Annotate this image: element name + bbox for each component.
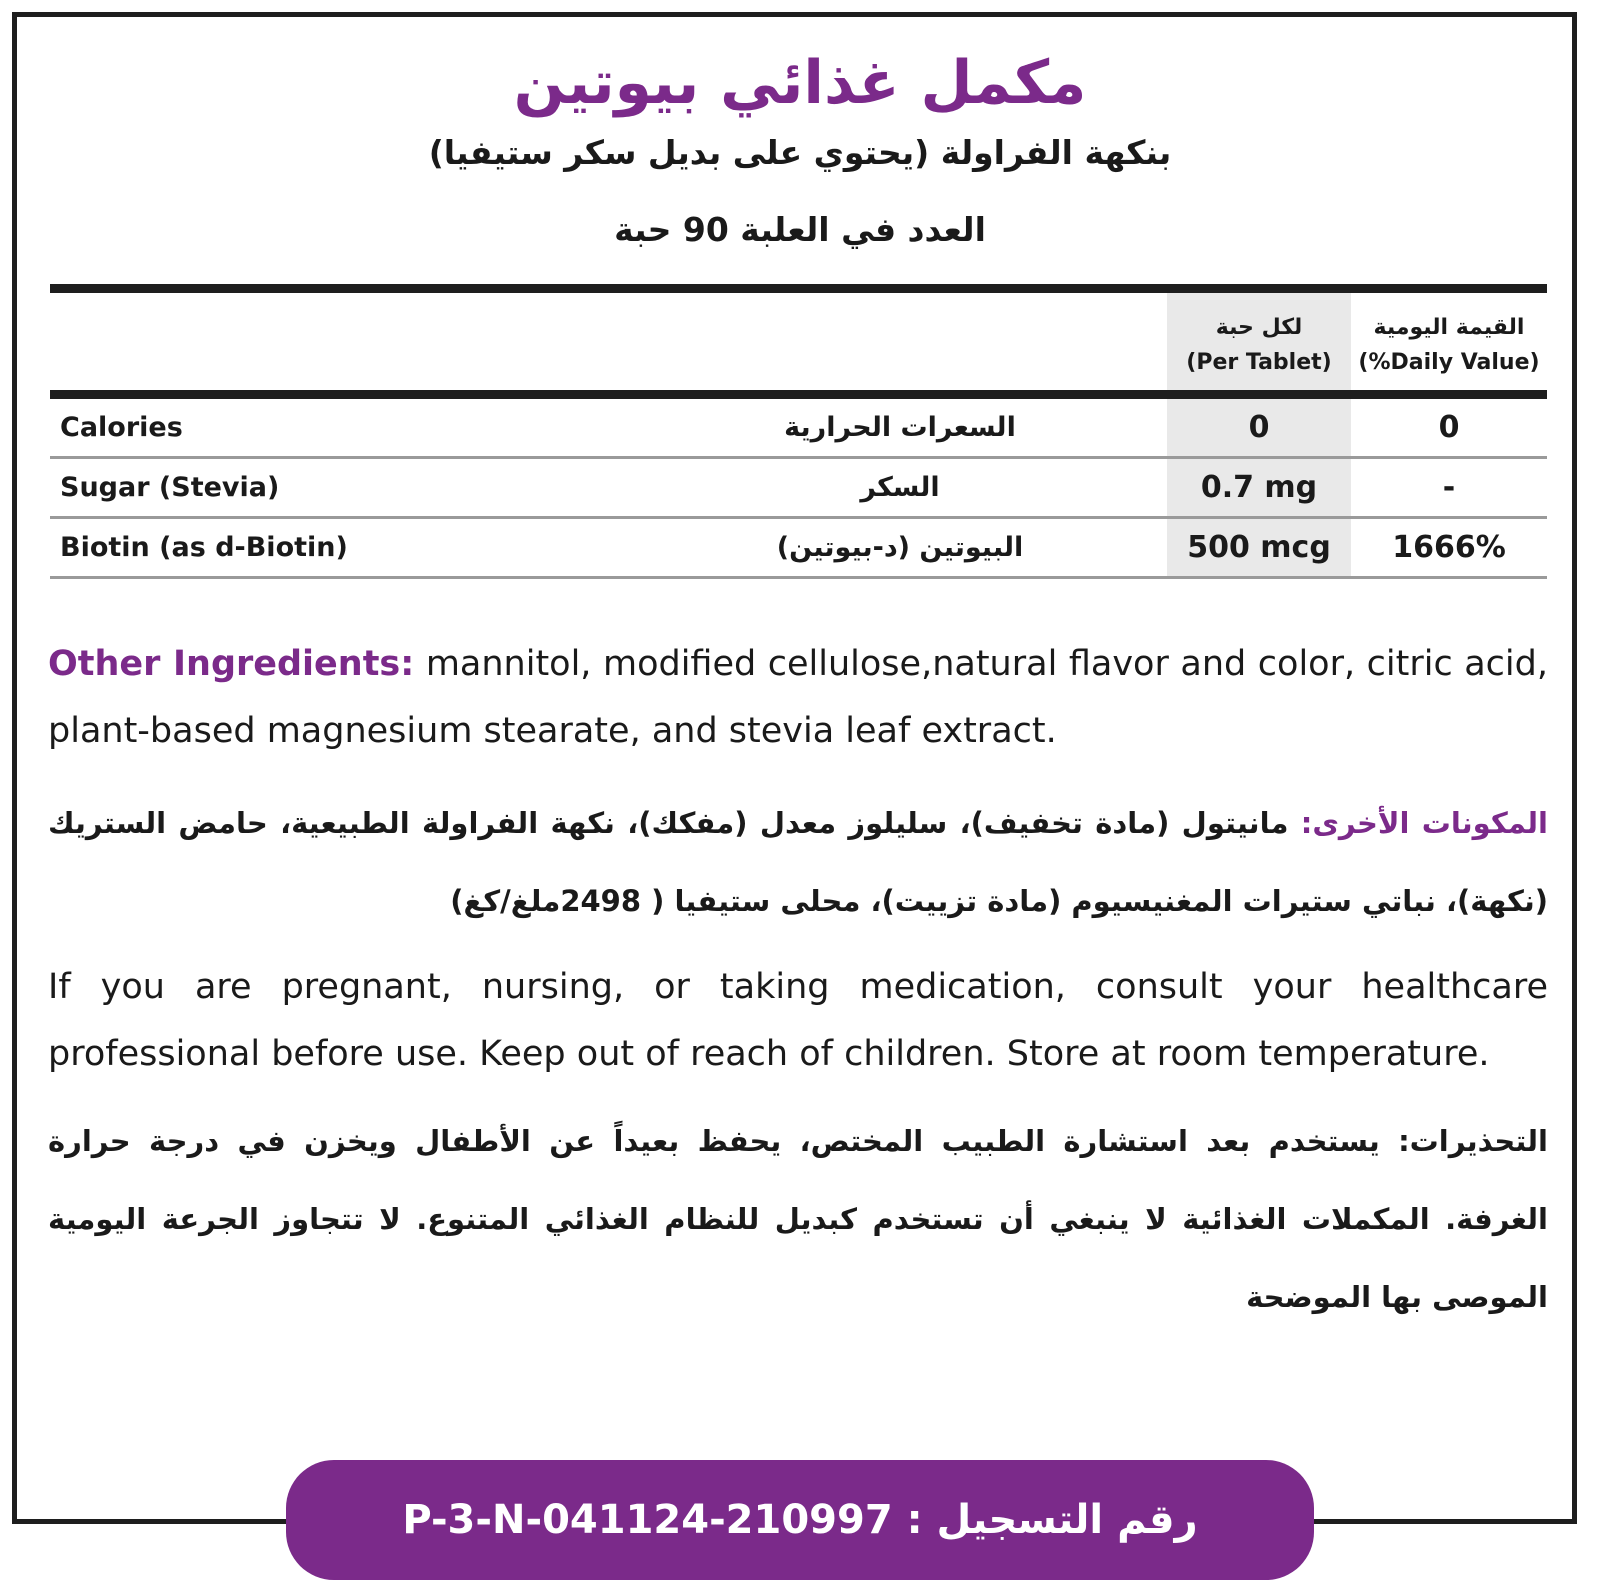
row-name-en: Biotin (as d-Biotin) xyxy=(60,532,348,563)
other-ingredients-label: Other Ingredients: xyxy=(48,644,415,684)
col-header-daily-value-ar: القيمة اليومية xyxy=(1373,315,1525,340)
table-top-rule xyxy=(50,284,1547,293)
col-header-per-tablet xyxy=(1167,310,1351,380)
row-daily-value: 0 xyxy=(1438,410,1460,445)
col-header-per-tablet-ar: لكل حبة xyxy=(1215,315,1303,340)
registration-number: P-3-N-041124-210997 xyxy=(402,1497,893,1543)
row-per-tablet: 500 mcg xyxy=(1187,530,1331,565)
tablet-count: العدد في العلبة 90 حبة xyxy=(614,210,986,249)
table-row xyxy=(50,519,1547,579)
other-ingredients-ar-text: مانيتول (مادة تخفيف)، سليلوز معدل (مفكك)، نكهة الفراولة الطبيعية، حامض الستريك (نكهة)، نباتي ستيرات المغنيسيوم (مادة تزييت)، محلى ستيفيا ( 2498ملغ/كغ) xyxy=(48,806,1548,918)
row-name-en: Sugar (Stevia) xyxy=(60,472,280,503)
warning-en: If you are pregnant, nursing, or taking medication, consult your healthcare professional before use. Keep out of reach of children. Store at room temperature. xyxy=(48,967,1548,1074)
registration-label: رقم التسجيل : xyxy=(906,1497,1198,1543)
row-daily-value: - xyxy=(1442,470,1456,505)
other-ingredients-en xyxy=(48,631,1548,765)
table-header-rule xyxy=(50,390,1547,399)
other-ingredients-ar xyxy=(48,784,1548,940)
col-header-daily-value-en: (%Daily Value) xyxy=(1358,350,1540,376)
product-subtitle: بنكهة الفراولة (يحتوي على بديل سكر ستيفيا) xyxy=(428,133,1172,172)
table-row xyxy=(50,399,1547,459)
registration-badge xyxy=(286,1460,1314,1580)
other-ingredients-ar-label: المكونات الأخرى: xyxy=(1300,806,1548,840)
table-row xyxy=(50,459,1547,519)
row-divider xyxy=(50,576,1547,579)
row-name-ar: البيوتين (د-بيوتين) xyxy=(776,532,1024,563)
row-per-tablet: 0 xyxy=(1248,410,1270,445)
other-ingredients-text: mannitol, modified cellulose,natural flavor and color, citric acid, plant-based magnesium stearate, and stevia leaf extract. xyxy=(48,644,1548,751)
row-name-en: Calories xyxy=(60,412,183,443)
row-name-ar: السعرات الحرارية xyxy=(784,412,1016,443)
product-title: مكمل غذائي بيوتين xyxy=(513,48,1087,118)
row-per-tablet: 0.7 mg xyxy=(1200,470,1318,505)
col-header-daily-value xyxy=(1351,310,1547,380)
col-header-per-tablet-en: (Per Tablet) xyxy=(1186,350,1332,376)
warning-ar: التحذيرات: يستخدم بعد استشارة الطبيب المختص، يحفظ بعيداً عن الأطفال ويخزن في درجة حرارة الغرفة. المكملات الغذائية لا ينبغي أن تستخدم كبديل للنظام الغذائي المتنوع. لا تتجاوز الجرعة اليومية الموصى بها الموضحة xyxy=(48,1124,1548,1314)
row-daily-value: 1666% xyxy=(1392,530,1506,565)
row-name-ar: السكر xyxy=(860,472,940,503)
